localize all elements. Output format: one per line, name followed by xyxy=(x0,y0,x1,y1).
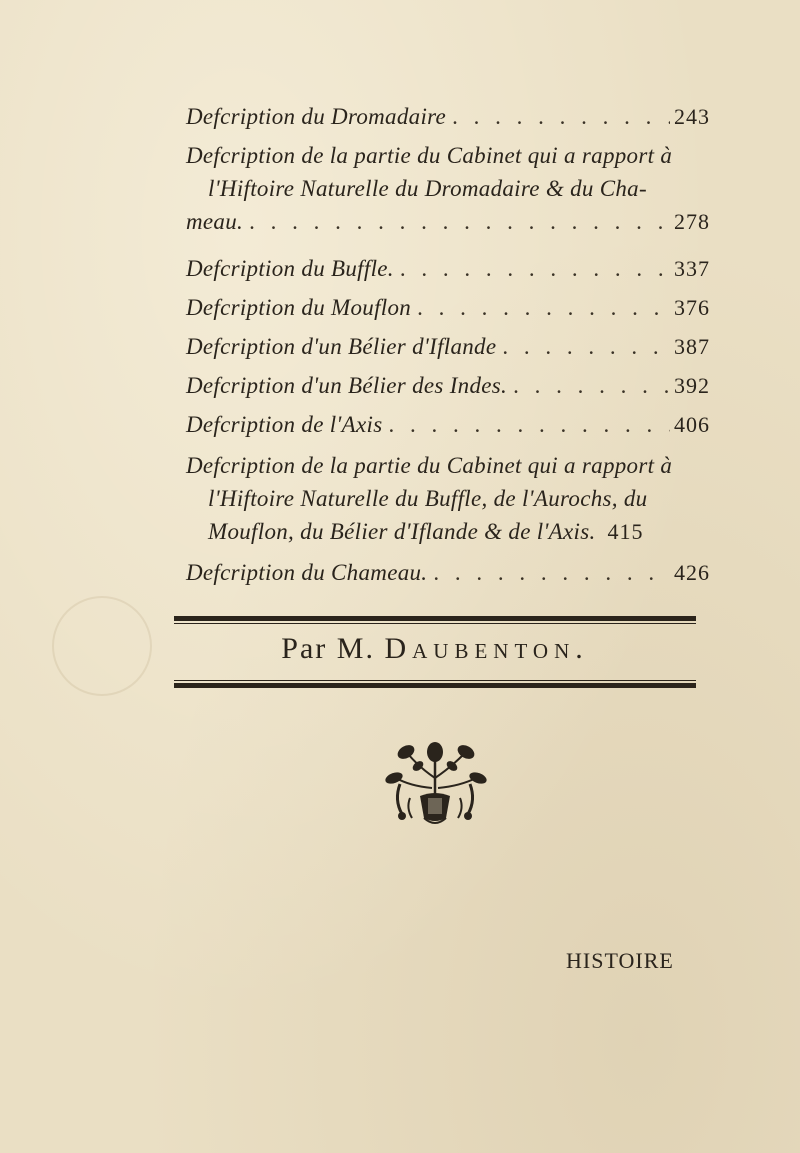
dot-leader xyxy=(507,369,670,402)
author-initial: M. xyxy=(336,632,375,665)
toc-page-number: 376 xyxy=(674,295,710,320)
catchword: HISTOIRE xyxy=(566,948,674,973)
dot-leader xyxy=(427,556,670,589)
double-rule-top xyxy=(174,616,696,621)
toc-entry xyxy=(186,408,710,441)
toc-page-number: 337 xyxy=(674,256,710,281)
toc-entry xyxy=(186,139,710,238)
dot-leader xyxy=(382,408,670,441)
table-of-contents xyxy=(186,100,710,589)
toc-entry xyxy=(186,449,710,548)
toc-entry-title: Defcription d'un Bélier des Indes. xyxy=(186,373,508,398)
toc-entry-title: Defcription de la partie du Cabinet qui a rapport à xyxy=(186,453,673,478)
toc-entry xyxy=(186,252,710,285)
toc-entry-title: Defcription de la partie du Cabinet qui a rapport à xyxy=(186,143,673,168)
toc-entry-title: Defcription d'un Bélier d'Iflande xyxy=(186,334,497,359)
dot-leader xyxy=(496,330,670,363)
toc-page-number: 243 xyxy=(674,104,710,129)
toc-entry-title-continued: l'Hiftoire Naturelle du Dromadaire & du Cha- xyxy=(208,176,647,201)
toc-entry xyxy=(186,100,710,133)
dot-leader xyxy=(446,100,670,133)
thin-rule-top xyxy=(174,623,696,624)
toc-entry-title-continued: meau. xyxy=(186,209,244,234)
toc-page-number: 406 xyxy=(674,412,710,437)
toc-entry-title: Defcription du Chameau. xyxy=(186,560,428,585)
dot-leader xyxy=(411,291,670,324)
toc-entry xyxy=(186,330,710,363)
toc-entry xyxy=(186,369,710,402)
author-line xyxy=(174,632,696,666)
dot-leader xyxy=(243,205,670,238)
dot-leader xyxy=(394,252,670,285)
toc-entry xyxy=(186,556,710,589)
toc-page-number: 278 xyxy=(674,209,710,234)
toc-entry-title-continued: l'Hiftoire Naturelle du Buffle, de l'Aurochs, du xyxy=(208,486,648,511)
author-prefix: Par xyxy=(281,632,328,665)
author-name: Daubenton. xyxy=(384,632,589,665)
toc-entry-title: Defcription du Buffle. xyxy=(186,256,394,281)
thin-rule-bottom xyxy=(174,680,696,681)
toc-entry-title-continued: Mouflon, du Bélier d'Iflande & de l'Axis. xyxy=(208,519,596,544)
toc-entry xyxy=(186,291,710,324)
toc-entry-title: Defcription de l'Axis xyxy=(186,412,383,437)
toc-entry-title: Defcription du Dromadaire xyxy=(186,104,447,129)
floral-vignette-ornament xyxy=(380,738,490,830)
toc-page-number: 415 xyxy=(607,519,644,544)
toc-page-number: 426 xyxy=(674,560,710,585)
toc-entry-title: Defcription du Mouflon xyxy=(186,295,412,320)
toc-page-number: 387 xyxy=(674,334,710,359)
faded-library-stamp xyxy=(52,596,152,696)
double-rule-bottom xyxy=(174,683,696,688)
toc-page-number: 392 xyxy=(674,373,710,398)
